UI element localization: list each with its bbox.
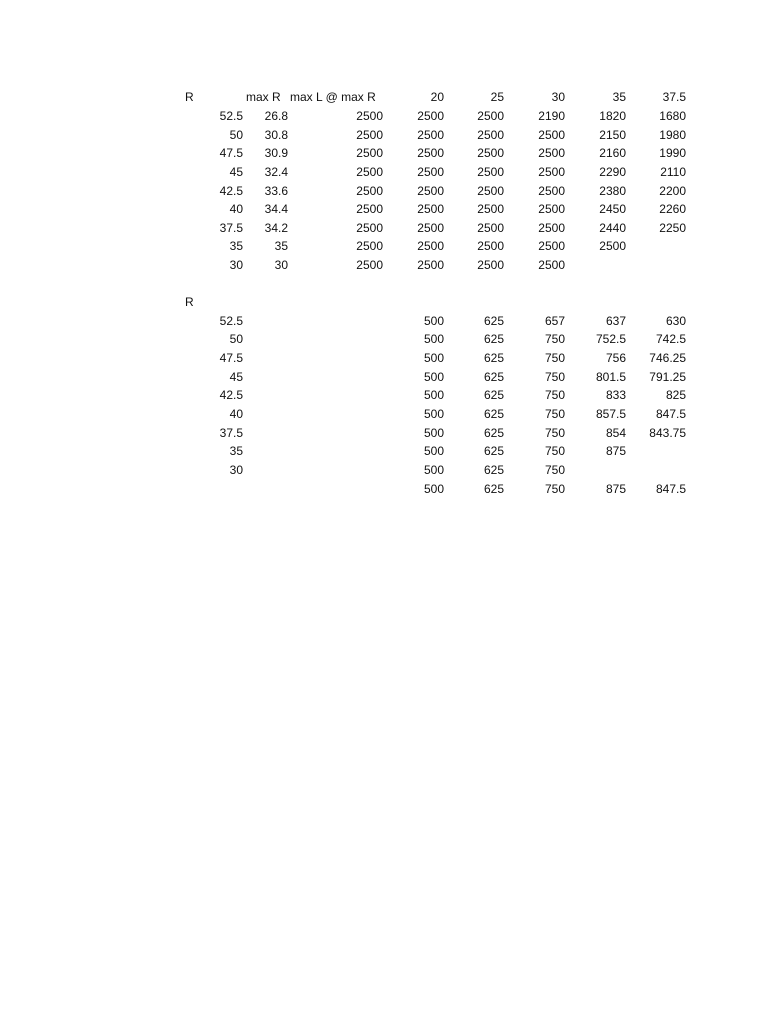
cell-r[interactable]: 47.5 [219, 146, 243, 160]
table-row [0, 237, 768, 255]
cell-value[interactable]: 1680 [659, 109, 686, 123]
cell-value[interactable]: 2500 [417, 109, 444, 123]
cell-value[interactable]: 625 [483, 463, 504, 477]
cell-r[interactable]: 37.5 [219, 426, 243, 440]
cell-r[interactable]: 30 [229, 463, 243, 477]
cell-value[interactable]: 2380 [599, 184, 626, 198]
cell-value[interactable]: 2500 [477, 128, 504, 142]
table-row [0, 442, 768, 460]
cell-value[interactable]: 2500 [417, 146, 444, 160]
cell-max-l[interactable]: 2500 [356, 202, 383, 216]
cell-value[interactable]: 750 [544, 332, 565, 346]
cell-value[interactable]: 2500 [477, 184, 504, 198]
cell-value[interactable]: 742.5 [655, 332, 686, 346]
cell-value[interactable]: 2500 [538, 202, 565, 216]
cell-max-r[interactable]: 30.9 [264, 146, 288, 160]
table-row [0, 144, 768, 162]
table1-header-col[interactable]: 30 [551, 90, 565, 104]
table-row [0, 163, 768, 181]
cell-value[interactable] [630, 461, 686, 479]
table2-header-row [0, 293, 768, 311]
cell-value[interactable]: 2500 [417, 202, 444, 216]
table-row [0, 386, 768, 404]
cell-value[interactable]: 854 [605, 426, 626, 440]
cell-r[interactable]: 52.5 [219, 109, 243, 123]
cell-value[interactable]: 2500 [417, 239, 444, 253]
cell-value[interactable]: 2500 [538, 146, 565, 160]
table-row [0, 256, 768, 274]
cell-max-r[interactable]: 34.4 [264, 202, 288, 216]
table-row [0, 219, 768, 237]
cell-value[interactable]: 833 [605, 388, 626, 402]
table1-header-col[interactable]: 35 [612, 90, 626, 104]
cell-value[interactable]: 2500 [477, 165, 504, 179]
cell-value[interactable]: 2450 [599, 202, 626, 216]
cell-value[interactable]: 750 [544, 351, 565, 365]
cell-value[interactable]: 2500 [477, 146, 504, 160]
cell-r[interactable]: 45 [229, 370, 243, 384]
cell-r[interactable]: 42.5 [219, 388, 243, 402]
cell-value[interactable]: 750 [544, 407, 565, 421]
cell-value[interactable]: 2500 [538, 221, 565, 235]
table-row [0, 126, 768, 144]
cell-value[interactable]: 801.5 [595, 370, 626, 384]
cell-value[interactable]: 847.5 [655, 482, 686, 496]
cell-value[interactable]: 875 [605, 482, 626, 496]
cell-value[interactable]: 2500 [538, 128, 565, 142]
cell-value[interactable]: 2500 [538, 165, 565, 179]
cell-r[interactable]: 52.5 [219, 314, 243, 328]
cell-value[interactable]: 1990 [659, 146, 686, 160]
cell-max-l[interactable]: 2500 [356, 128, 383, 142]
table1-header-col[interactable]: 25 [490, 90, 504, 104]
cell-value[interactable]: 825 [665, 388, 686, 402]
cell-max-r[interactable]: 33.6 [264, 184, 288, 198]
cell-value[interactable]: 2260 [659, 202, 686, 216]
table-row [0, 200, 768, 218]
cell-value[interactable]: 2150 [599, 128, 626, 142]
table2-header-r[interactable]: R [185, 295, 194, 309]
cell-value[interactable]: 500 [423, 444, 444, 458]
cell-value[interactable]: 625 [483, 388, 504, 402]
cell-value[interactable]: 2250 [659, 221, 686, 235]
cell-value[interactable]: 750 [544, 388, 565, 402]
cell-value[interactable]: 1820 [599, 109, 626, 123]
cell-value[interactable]: 2500 [477, 258, 504, 272]
cell-value[interactable]: 625 [483, 370, 504, 384]
cell-max-r[interactable]: 34.2 [264, 221, 288, 235]
table-row [0, 182, 768, 200]
cell-value[interactable]: 2500 [417, 221, 444, 235]
cell-r[interactable] [185, 480, 243, 498]
table1-header-col[interactable]: 20 [430, 90, 444, 104]
cell-value[interactable]: 657 [544, 314, 565, 328]
cell-value[interactable] [630, 237, 686, 255]
table-row [0, 330, 768, 348]
table1-header-max-r[interactable]: max R [246, 90, 281, 104]
cell-value[interactable]: 2200 [659, 184, 686, 198]
cell-value[interactable]: 2500 [417, 165, 444, 179]
cell-max-r[interactable]: 30 [274, 258, 288, 272]
cell-value[interactable]: 500 [423, 482, 444, 496]
cell-max-r[interactable]: 30.8 [264, 128, 288, 142]
table-row [0, 461, 768, 479]
cell-max-l[interactable]: 2500 [356, 258, 383, 272]
cell-value[interactable]: 2440 [599, 221, 626, 235]
cell-value[interactable]: 625 [483, 444, 504, 458]
cell-value[interactable] [630, 442, 686, 460]
cell-value[interactable]: 857.5 [595, 407, 626, 421]
cell-value[interactable]: 2500 [599, 239, 626, 253]
table1-header-max-l[interactable]: max L @ max R [290, 90, 376, 104]
cell-value[interactable]: 2500 [538, 184, 565, 198]
cell-r[interactable]: 40 [229, 407, 243, 421]
table1-header-col[interactable]: 37.5 [662, 90, 686, 104]
cell-value[interactable]: 500 [423, 388, 444, 402]
cell-r[interactable]: 35 [229, 444, 243, 458]
table-row [0, 107, 768, 125]
table-row [0, 368, 768, 386]
cell-value[interactable]: 2500 [477, 239, 504, 253]
cell-value[interactable]: 500 [423, 314, 444, 328]
cell-value[interactable]: 2110 [660, 165, 686, 179]
table1-header-r[interactable]: R [185, 90, 194, 104]
cell-value[interactable]: 625 [483, 426, 504, 440]
cell-value[interactable]: 500 [423, 407, 444, 421]
cell-max-l[interactable]: 2500 [356, 221, 383, 235]
cell-max-l[interactable]: 2500 [356, 165, 383, 179]
cell-value[interactable]: 625 [483, 351, 504, 365]
cell-value[interactable]: 630 [665, 314, 686, 328]
cell-value[interactable]: 625 [483, 482, 504, 496]
cell-r[interactable]: 47.5 [219, 351, 243, 365]
cell-value[interactable]: 750 [544, 370, 565, 384]
cell-r[interactable]: 50 [229, 332, 243, 346]
cell-max-l[interactable]: 2500 [356, 109, 383, 123]
cell-value[interactable]: 750 [544, 426, 565, 440]
table-row [0, 424, 768, 442]
cell-value[interactable]: 625 [483, 407, 504, 421]
cell-value[interactable]: 637 [605, 314, 626, 328]
cell-max-r[interactable]: 35 [274, 239, 288, 253]
cell-value[interactable]: 746.25 [649, 351, 686, 365]
table-row [0, 405, 768, 423]
table1-header-row [0, 88, 768, 106]
cell-r[interactable]: 30 [229, 258, 243, 272]
cell-value[interactable] [630, 256, 686, 274]
cell-value[interactable]: 2500 [417, 258, 444, 272]
cell-r[interactable]: 50 [229, 128, 243, 142]
cell-value[interactable]: 500 [423, 370, 444, 384]
cell-max-l[interactable]: 2500 [356, 146, 383, 160]
table-row [0, 312, 768, 330]
cell-value[interactable]: 791.25 [649, 370, 686, 384]
cell-r[interactable]: 42.5 [219, 184, 243, 198]
cell-value[interactable]: 752.5 [595, 332, 626, 346]
cell-value[interactable]: 2500 [538, 258, 565, 272]
cell-max-r[interactable]: 32.4 [264, 165, 288, 179]
cell-value[interactable]: 2500 [477, 221, 504, 235]
cell-value[interactable] [570, 256, 626, 274]
cell-value[interactable]: 2190 [538, 109, 565, 123]
cell-value[interactable] [570, 461, 626, 479]
cell-r[interactable]: 40 [229, 202, 243, 216]
cell-value[interactable]: 2500 [417, 184, 444, 198]
cell-r[interactable]: 37.5 [219, 221, 243, 235]
cell-value[interactable]: 2160 [599, 146, 626, 160]
cell-max-l[interactable]: 2500 [356, 184, 383, 198]
cell-value[interactable]: 500 [423, 332, 444, 346]
cell-value[interactable]: 843.75 [649, 426, 686, 440]
cell-value[interactable]: 750 [544, 482, 565, 496]
cell-value[interactable]: 500 [423, 463, 444, 477]
cell-r[interactable]: 35 [229, 239, 243, 253]
cell-value[interactable]: 2500 [477, 202, 504, 216]
cell-value[interactable]: 625 [483, 332, 504, 346]
cell-max-l[interactable]: 2500 [356, 239, 383, 253]
cell-value[interactable]: 847.5 [655, 407, 686, 421]
cell-value[interactable]: 2290 [599, 165, 626, 179]
cell-value[interactable]: 2500 [477, 109, 504, 123]
cell-value[interactable]: 756 [605, 351, 626, 365]
cell-value[interactable]: 875 [605, 444, 626, 458]
cell-value[interactable]: 500 [423, 426, 444, 440]
cell-value[interactable]: 625 [483, 314, 504, 328]
cell-value[interactable]: 1980 [659, 128, 686, 142]
cell-value[interactable]: 750 [544, 444, 565, 458]
cell-max-r[interactable]: 26.8 [264, 109, 288, 123]
cell-value[interactable]: 2500 [538, 239, 565, 253]
cell-value[interactable]: 750 [544, 463, 565, 477]
cell-r[interactable]: 45 [229, 165, 243, 179]
cell-value[interactable]: 500 [423, 351, 444, 365]
table-row-summary [0, 480, 768, 498]
table-row [0, 349, 768, 367]
cell-value[interactable]: 2500 [417, 128, 444, 142]
